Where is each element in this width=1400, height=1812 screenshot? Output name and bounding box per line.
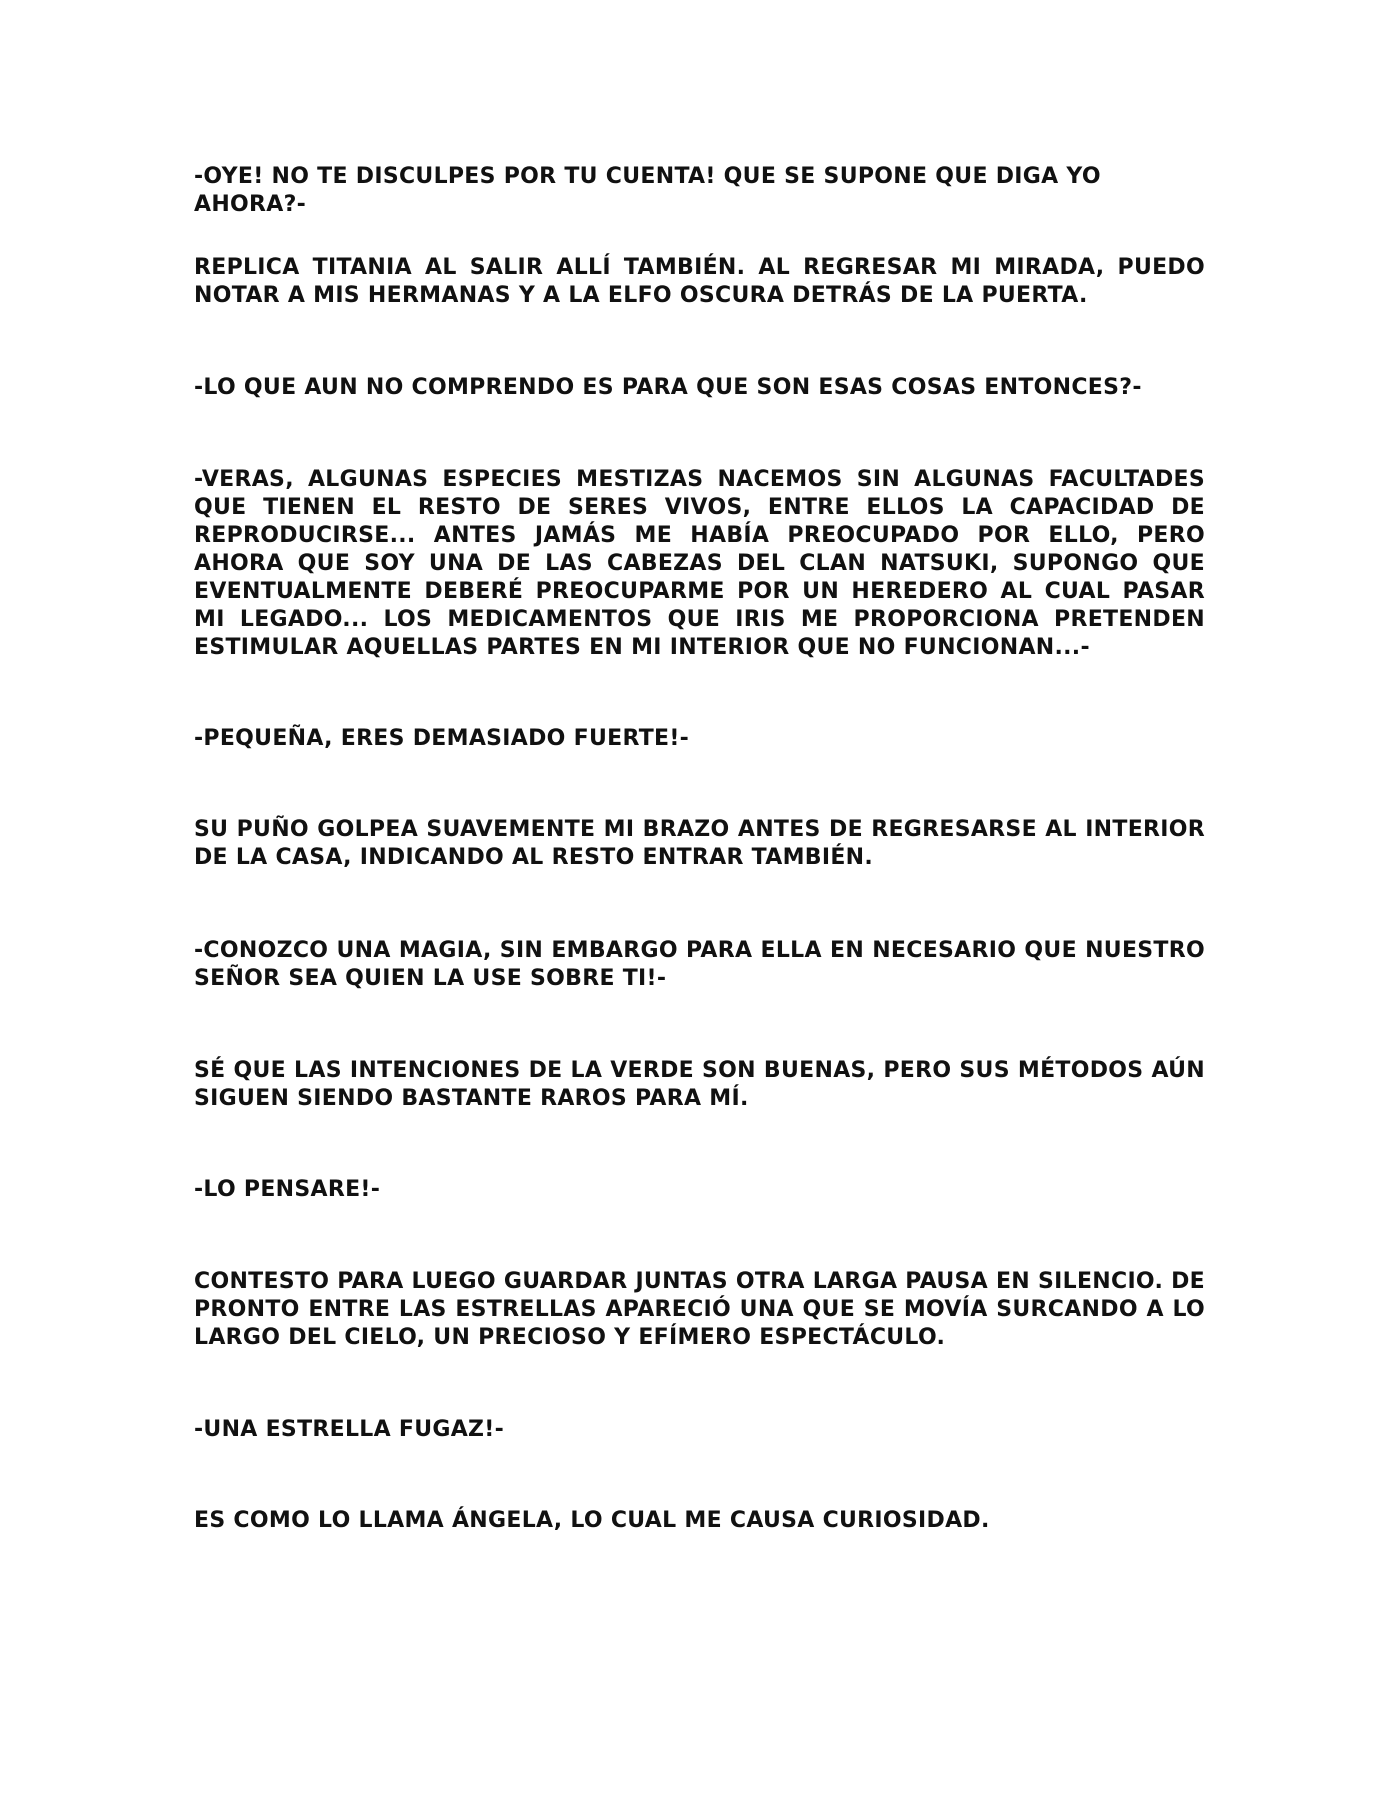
paragraph-1: -OYE! NO TE DISCULPES POR TU CUENTA! QUE SE SUPONE QUE DIGA YO AHORA?- xyxy=(194,164,1101,217)
paragraph-12: ES COMO LO LLAMA ÁNGELA, LO CUAL ME CAUSA CURIOSIDAD. xyxy=(194,1508,990,1533)
paragraph-7: -CONOZCO UNA MAGIA, SIN EMBARGO PARA ELLA EN NECESARIO QUE NUESTRO SEÑOR SEA QUIEN LA USE SOBRE TI!- xyxy=(194,938,1205,991)
paragraph-6: SU PUÑO GOLPEA SUAVEMENTE MI BRAZO ANTES DE REGRESARSE AL INTERIOR DE LA CASA, INDICANDO AL RESTO ENTRAR TAMBIÉN. xyxy=(194,817,1205,870)
paragraph-8: SÉ QUE LAS INTENCIONES DE LA VERDE SON BUENAS, PERO SUS MÉTODOS AÚN SIGUEN SIENDO BASTANTE RAROS PARA MÍ. xyxy=(194,1058,1205,1111)
paragraph-10: CONTESTO PARA LUEGO GUARDAR JUNTAS OTRA LARGA PAUSA EN SILENCIO. DE PRONTO ENTRE LAS ESTRELLAS APARECIÓ UNA QUE SE MOVÍA SURCANDO A LO LARGO DEL CIELO, UN PRECIOSO Y EFÍMERO ESPECTÁCULO. xyxy=(194,1269,1205,1350)
paragraph-3: -LO QUE AUN NO COMPRENDO ES PARA QUE SON ESAS COSAS ENTONCES?- xyxy=(194,375,1142,400)
paragraph-11: -UNA ESTRELLA FUGAZ!- xyxy=(194,1417,505,1442)
paragraph-4: -VERAS, ALGUNAS ESPECIES MESTIZAS NACEMOS SIN ALGUNAS FACULTADES QUE TIENEN EL RESTO DE SERES VIVOS, ENTRE ELLOS LA CAPACIDAD DE REPRODUCIRSE... ANTES JAMÁS ME HABÍA PREOCUPADO POR ELLO, PERO AHORA QUE SOY UNA DE LAS CABEZAS DEL CLAN NATSUKI, SUPONGO QUE EVENTUALMENTE DEBERÉ PREOCUPARME POR UN HEREDERO AL CUAL PASAR MI LEGADO... LOS MEDICAMENTOS QUE IRIS ME PROPORCIONA PRETENDEN ESTIMULAR AQUELLAS PARTES EN MI INTERIOR QUE NO FUNCIONAN...- xyxy=(194,467,1205,660)
paragraph-5: -PEQUEÑA, ERES DEMASIADO FUERTE!- xyxy=(194,726,690,751)
paragraph-2: REPLICA TITANIA AL SALIR ALLÍ TAMBIÉN. AL REGRESAR MI MIRADA, PUEDO NOTAR A MIS HERMANAS Y A LA ELFO OSCURA DETRÁS DE LA PUERTA. xyxy=(194,255,1205,308)
paragraph-9: -LO PENSARE!- xyxy=(194,1177,381,1202)
